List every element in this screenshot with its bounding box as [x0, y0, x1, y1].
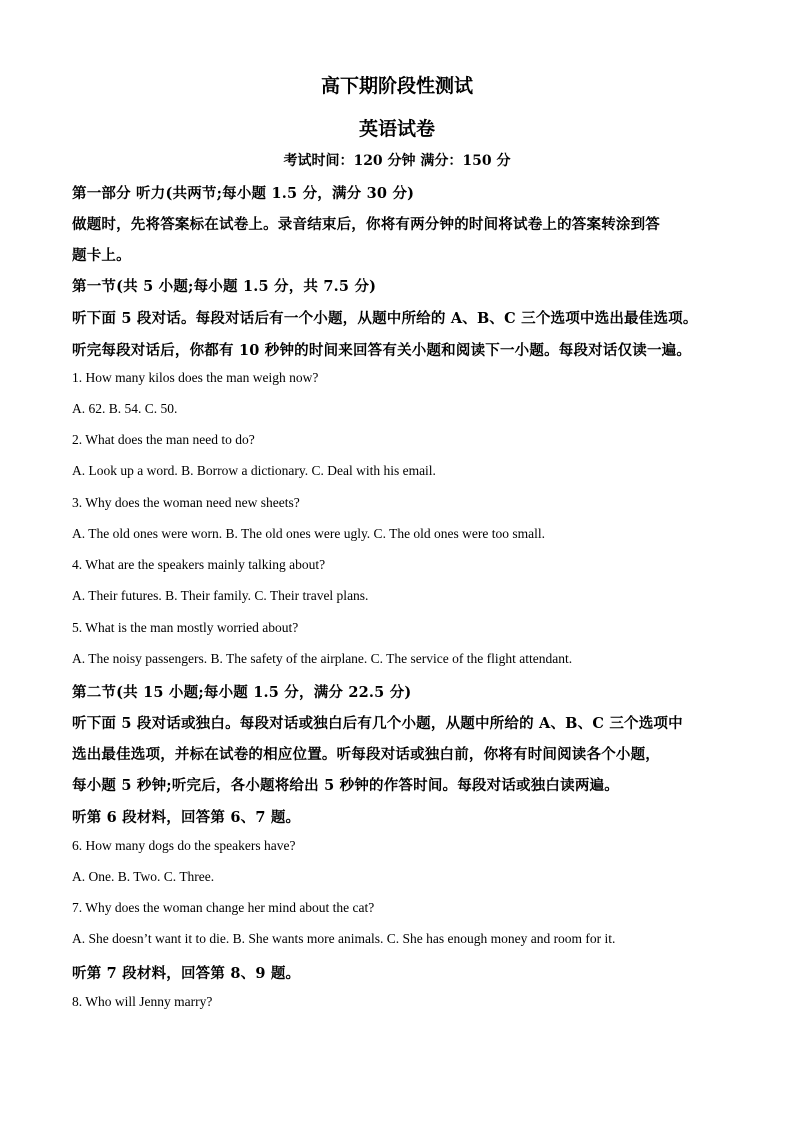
material-6-heading: 听第 6 段材料，回答第 6、7 题。: [72, 809, 301, 826]
question-8: 8. Who will Jenny marry?: [72, 994, 213, 1009]
section2-instruction-line-3: 每小题 5 秒钟;听完后，各小题将给出 5 秒钟的作答时间。每段对话或独白读两遍。: [72, 777, 619, 794]
question-4-options: A. Their futures. B. Their family. C. Their travel plans.: [72, 588, 369, 603]
section2-heading: 第二节(共 15 小题;每小题 1.5 分，满分 22.5 分): [72, 684, 412, 701]
part1-instruction-line-2: 题卡上。: [72, 247, 131, 264]
section1-instruction-line-2: 听完每段对话后，你都有 10 秒钟的时间来回答有关小题和阅读下一小题。每段对话仅读一遍。: [72, 342, 692, 359]
section2-instruction-line-2: 选出最佳选项，并标在试卷的相应位置。听每段对话或独白前，你将有时间阅读各个小题，: [72, 746, 660, 763]
part1-heading: 第一部分 听力(共两节;每小题 1.5 分，满分 30 分): [72, 185, 415, 202]
material-7-heading: 听第 7 段材料，回答第 8、9 题。: [72, 965, 301, 982]
section2-instruction-line-1: 听下面 5 段对话或独白。每段对话或独白后有几个小题，从题中所给的 A、B、C 三个选项中: [72, 715, 683, 732]
section1-instruction-line-1: 听下面 5 段对话。每段对话后有一个小题，从题中所给的 A、B、C 三个选项中选出最佳选项。: [72, 310, 698, 327]
question-4: 4. What are the speakers mainly talking about?: [72, 557, 326, 572]
question-7: 7. Why does the woman change her mind about the cat?: [72, 900, 375, 915]
question-6: 6. How many dogs do the speakers have?: [72, 838, 296, 853]
question-6-options: A. One. B. Two. C. Three.: [72, 869, 215, 884]
exam-info: 考试时间：120 分钟 满分：150 分: [283, 153, 511, 169]
question-3: 3. Why does the woman need new sheets?: [72, 495, 300, 510]
section1-heading: 第一节(共 5 小题;每小题 1.5 分，共 7.5 分): [72, 278, 377, 295]
subject-title: 英语试卷: [358, 118, 435, 140]
question-7-options: A. She doesn’t want it to die. B. She wants more animals. C. She has enough money and room for it.: [72, 931, 616, 946]
question-3-options: A. The old ones were worn. B. The old ones were ugly. C. The old ones were too small.: [72, 526, 546, 541]
part1-instruction-line-1: 做题时，先将答案标在试卷上。录音结束后，你将有两分钟的时间将试卷上的答案转涂到答: [72, 216, 660, 233]
question-1: 1. How many kilos does the man weigh now?: [72, 370, 319, 385]
question-5: 5. What is the man mostly worried about?: [72, 620, 299, 635]
question-2: 2. What does the man need to do?: [72, 432, 255, 447]
question-5-options: A. The noisy passengers. B. The safety of the airplane. C. The service of the flight attendant.: [72, 651, 573, 666]
exam-title: 高下期阶段性测试: [320, 75, 473, 97]
question-1-options: A. 62. B. 54. C. 50.: [72, 401, 178, 416]
question-2-options: A. Look up a word. B. Borrow a dictionary. C. Deal with his email.: [72, 463, 436, 478]
